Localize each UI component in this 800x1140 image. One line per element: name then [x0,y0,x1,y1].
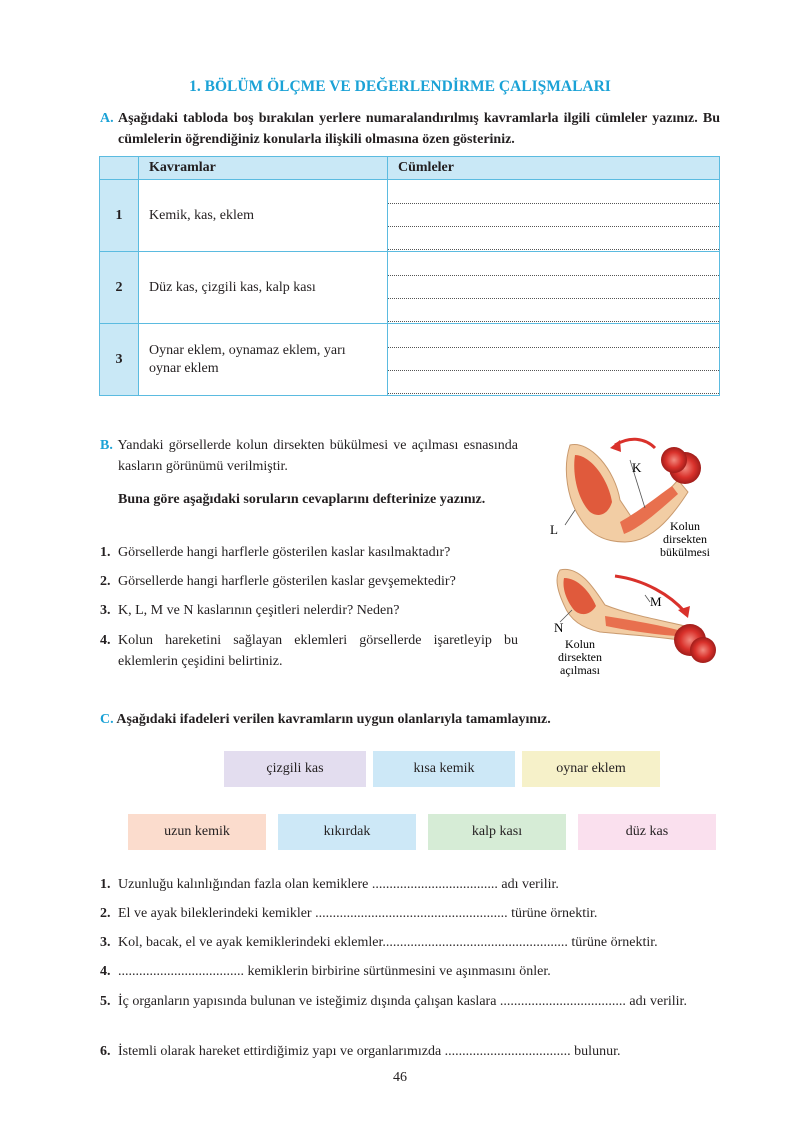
fill-blank-item[interactable]: 5. İç organların yapısında bulunan ve isteğimiz dışında çalışan kaslara .................................... adı verilir. [100,994,687,1009]
question-item: 3. K, L, M ve N kaslarının çeşitleri nelerdir? Neden? [100,603,400,618]
arm-muscles-illustration [520,430,720,690]
section-a-letter: A. [100,111,114,126]
fill-blank-item[interactable]: 3. Kol, bacak, el ve ayak kemiklerindeki eklemler..................................................... türüne örnektir. [100,935,658,950]
row-concept: Düz kas, çizgili kas, kalp kası [139,252,388,324]
label-l: L [550,522,558,537]
table-row [100,252,720,324]
label-n: N [554,620,564,635]
fill-blank-item[interactable]: 2. El ve ayak bileklerindeki kemikler ....................................................... türüne örnektir. [100,906,598,921]
bent-arm [550,439,711,559]
sentence-answer-area[interactable] [388,180,720,252]
concept-tag[interactable]: kısa kemik [373,751,515,787]
section-b-letter: B. [100,438,113,453]
table-row [100,180,720,252]
concept-tag[interactable]: düz kas [578,814,716,850]
row-number: 3 [100,324,139,396]
dumbbell-top [661,447,701,484]
row-number: 1 [100,180,139,252]
concept-tag[interactable]: oynar eklem [522,751,660,787]
label-k: K [632,460,642,475]
concept-tag[interactable]: uzun kemik [128,814,266,850]
page-number: 46 [393,1070,407,1085]
caption-bend-1: Kolun [670,519,700,533]
caption-open-1: Kolun [565,637,595,651]
caption-bend-2: dirsekten [663,532,707,546]
row-concept: Kemik, kas, eklem [139,180,388,252]
caption-bend-3: bükülmesi [660,545,710,559]
table-header-row [100,157,720,180]
concept-tag[interactable]: çizgili kas [224,751,366,787]
arm-figure-svg [520,430,720,690]
header-sentences: Cümleler [388,157,720,180]
concept-tag[interactable]: kıkırdak [278,814,416,850]
row-concept: Oynar eklem, oynamaz eklem, yarı oynar eklem [139,324,388,396]
fill-blank-item[interactable]: 6. İstemli olarak hareket ettirdiğimiz yapı ve organlarımızda .................................... bulunur. [100,1044,621,1059]
page-title: 1. BÖLÜM ÖLÇME VE DEĞERLENDİRME ÇALIŞMALARI [189,78,611,95]
question-item: 4. Kolun hareketini sağlayan eklemleri görsellerde işaretleyip bu eklemlerin çeşidini belirtiniz. [100,633,518,669]
question-item: 1. Görsellerde hangi harflerle gösterilen kaslar kasılmaktadır? [100,545,451,560]
question-item: 2. Görsellerde hangi harflerle gösterilen kaslar gevşemektedir? [100,574,456,589]
concept-tag[interactable]: kalp kası [428,814,566,850]
concepts-table [99,156,720,396]
caption-open-3: açılması [560,663,600,677]
label-m: M [650,594,662,609]
fill-blank-item[interactable]: 4. .................................... kemiklerin birbirine sürtünmesini ve aşınmasını önler. [100,964,551,979]
fill-blank-item[interactable]: 1. Uzunluğu kalınlığından fazla olan kemiklere .................................... adı verilir. [100,877,559,892]
section-c-instruction [100,712,551,728]
sentence-answer-area[interactable] [388,324,720,396]
row-number: 2 [100,252,139,324]
caption-open-2: dirsekten [558,650,602,664]
header-num-cell [100,157,139,180]
header-concepts: Kavramlar [139,157,388,180]
extended-arm [554,569,716,677]
section-b-instruction: Buna göre aşağıdaki soruların cevaplarını defterinize yazınız. [118,492,486,507]
section-b-intro [100,435,518,510]
section-a-instruction [100,108,720,150]
section-b-intro-text: Yandaki görsellerde kolun dirsekten bükülmesi ve açılması esnasında kasların görünümü verilmiştir. [117,438,518,474]
section-c-text: Aşağıdaki ifadeleri verilen kavramların uygun olanlarıyla tamamlayınız. [116,712,551,727]
section-a-text: Aşağıdaki tabloda boş bırakılan yerlere numaralandırılmış kavramlarla ilgili cümleler yazınız. Bu cümlelerin öğrendiğiniz konularla ilişkili olmasına özen gösteriniz. [118,111,720,147]
dumbbell-bottom [674,624,716,663]
sentence-answer-area[interactable] [388,252,720,324]
section-c-letter: C. [100,712,114,727]
table-row [100,324,720,396]
